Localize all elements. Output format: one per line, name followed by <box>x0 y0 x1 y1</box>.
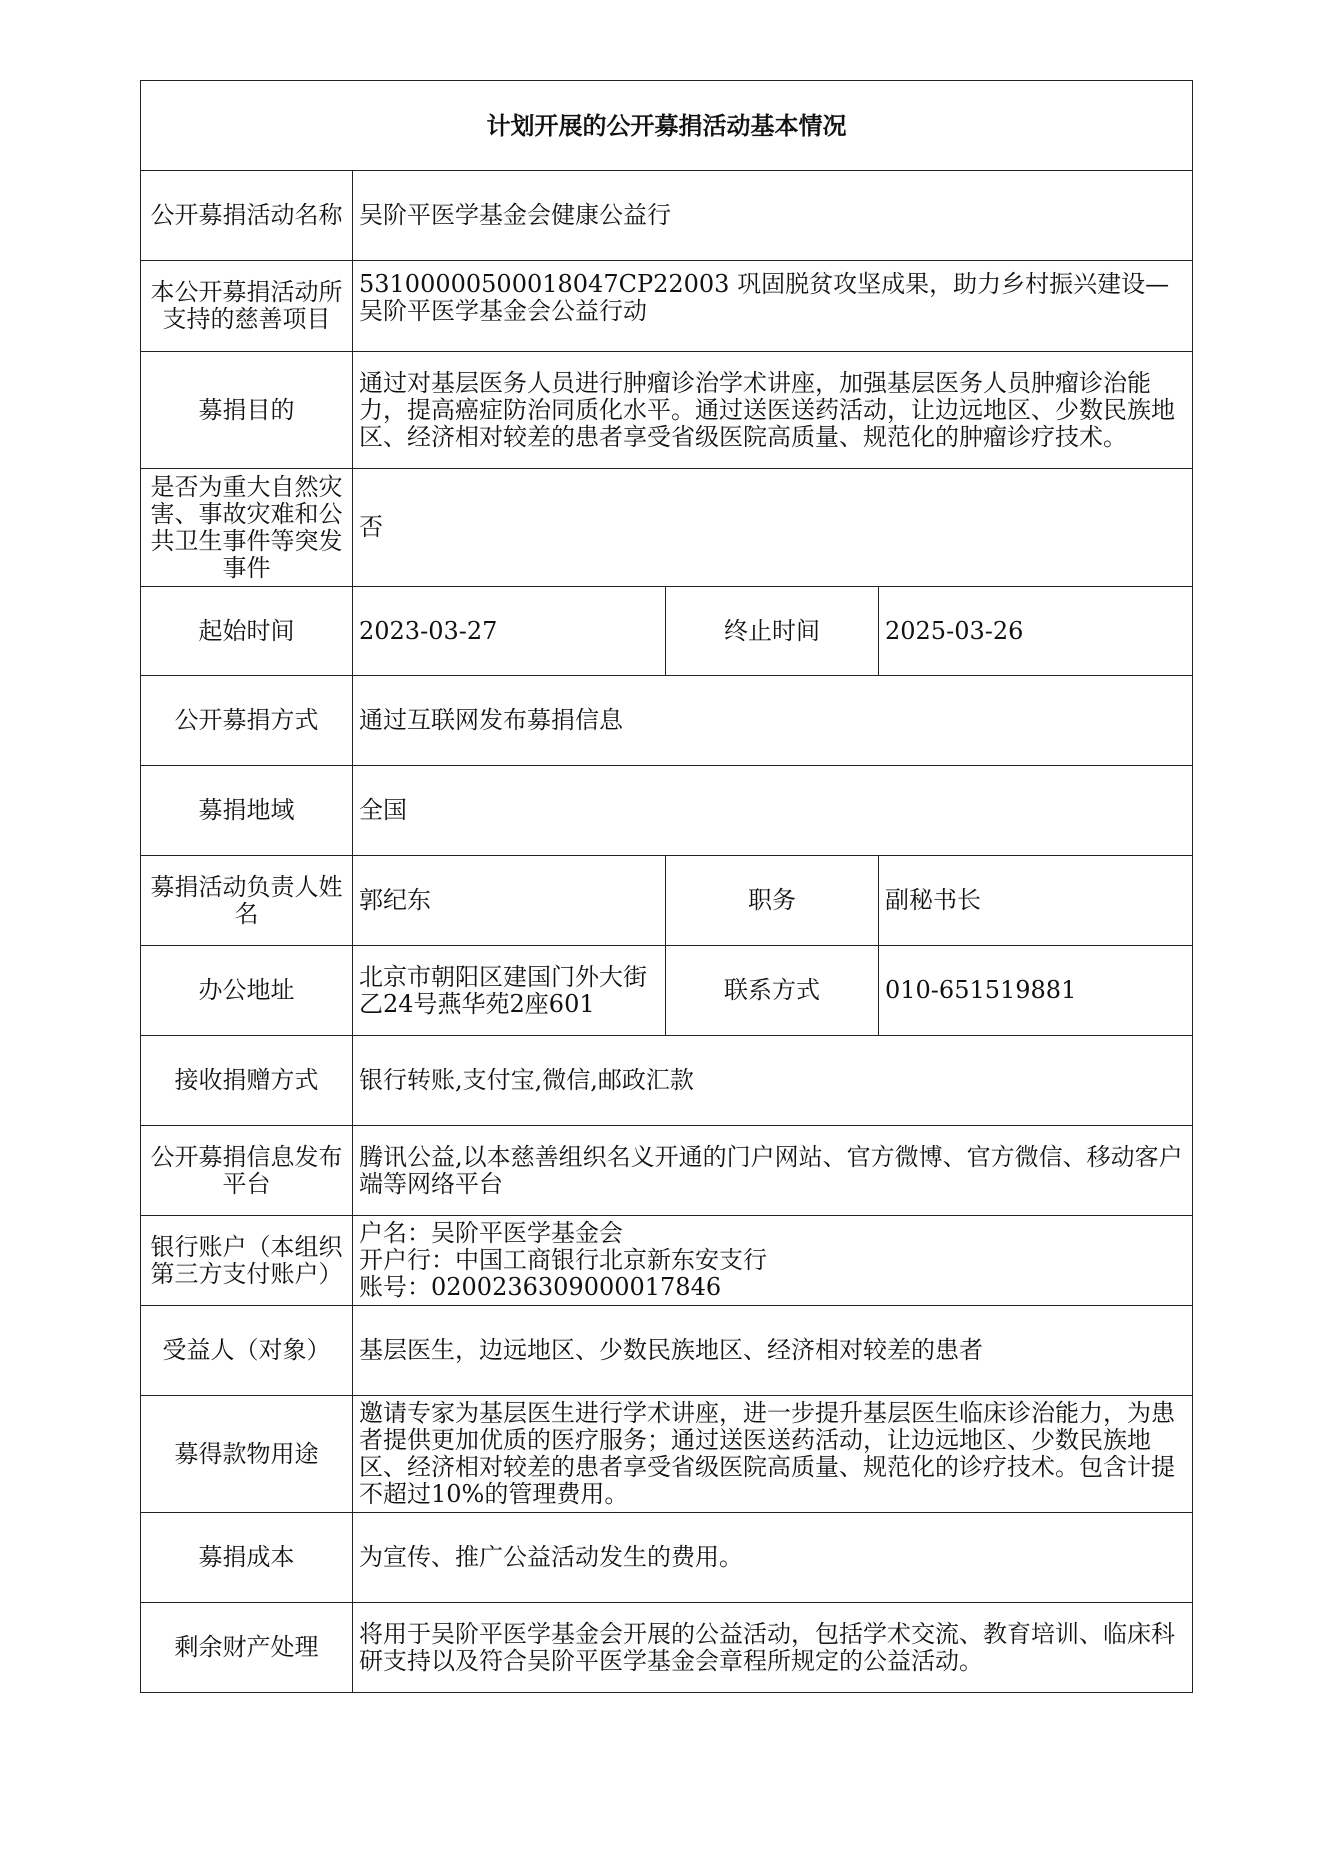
address-value: 北京市朝阳区建国门外大街乙24号燕华苑2座601 <box>353 946 666 1036</box>
bank-row <box>141 1216 1193 1306</box>
cost-value: 为宣传、推广公益活动发生的费用。 <box>353 1513 1193 1603</box>
start-time-value: 2023-03-27 <box>353 587 666 676</box>
activity-name-label: 公开募捐活动名称 <box>141 171 353 261</box>
end-time-value: 2025-03-26 <box>879 587 1193 676</box>
beneficiary-value: 基层医生，边远地区、少数民族地区、经济相对较差的患者 <box>353 1306 1193 1396</box>
beneficiary-label: 受益人（对象） <box>141 1306 353 1396</box>
purpose-row <box>141 352 1193 469</box>
position-label: 职务 <box>666 856 879 946</box>
region-value: 全国 <box>353 766 1193 856</box>
purpose-label: 募捐目的 <box>141 352 353 469</box>
charity-project-value: 53100000500018047CP22003 巩固脱贫攻坚成果，助力乡村振兴建设—吴阶平医学基金会公益行动 <box>353 261 1193 352</box>
person-row <box>141 856 1193 946</box>
receive-value: 银行转账,支付宝,微信,邮政汇款 <box>353 1036 1193 1126</box>
beneficiary-row <box>141 1306 1193 1396</box>
activity-name-row <box>141 171 1193 261</box>
usage-label: 募得款物用途 <box>141 1396 353 1513</box>
remaining-value: 将用于吴阶平医学基金会开展的公益活动，包括学术交流、教育培训、临床科研支持以及符合吴阶平医学基金会章程所规定的公益活动。 <box>353 1603 1193 1693</box>
position-value: 副秘书长 <box>879 856 1193 946</box>
platform-row <box>141 1126 1193 1216</box>
fundraising-info-table <box>140 80 1193 1693</box>
emergency-label: 是否为重大自然灾害、事故灾难和公共卫生事件等突发事件 <box>141 469 353 587</box>
receive-label: 接收捐赠方式 <box>141 1036 353 1126</box>
contact-value: 010-651519881 <box>879 946 1193 1036</box>
page-title: 计划开展的公开募捐活动基本情况 <box>141 81 1193 171</box>
method-label: 公开募捐方式 <box>141 676 353 766</box>
charity-project-label: 本公开募捐活动所支持的慈善项目 <box>141 261 353 352</box>
activity-name-value: 吴阶平医学基金会健康公益行 <box>353 171 1193 261</box>
cost-row <box>141 1513 1193 1603</box>
remaining-row <box>141 1603 1193 1693</box>
charity-project-row <box>141 261 1193 352</box>
usage-value: 邀请专家为基层医生进行学术讲座，进一步提升基层医生临床诊治能力，为患者提供更加优质的医疗服务；通过送医送药活动，让边远地区、少数民族地区、经济相对较差的患者享受省级医院高质量、规范化的诊疗技术。包含计提不超过10%的管理费用。 <box>353 1396 1193 1513</box>
usage-row <box>141 1396 1193 1513</box>
address-label: 办公地址 <box>141 946 353 1036</box>
end-time-label: 终止时间 <box>666 587 879 676</box>
platform-label: 公开募捐信息发布平台 <box>141 1126 353 1216</box>
remaining-label: 剩余财产处理 <box>141 1603 353 1693</box>
purpose-value: 通过对基层医务人员进行肿瘤诊治学术讲座，加强基层医务人员肿瘤诊治能力，提高癌症防治同质化水平。通过送医送药活动，让边远地区、少数民族地区、经济相对较差的患者享受省级医院高质量、规范化的肿瘤诊疗技术。 <box>353 352 1193 469</box>
region-label: 募捐地域 <box>141 766 353 856</box>
time-row <box>141 587 1193 676</box>
person-name-value: 郭纪东 <box>353 856 666 946</box>
method-row <box>141 676 1193 766</box>
receive-row <box>141 1036 1193 1126</box>
person-name-label: 募捐活动负责人姓名 <box>141 856 353 946</box>
emergency-value: 否 <box>353 469 1193 587</box>
region-row <box>141 766 1193 856</box>
method-value: 通过互联网发布募捐信息 <box>353 676 1193 766</box>
platform-value: 腾讯公益,以本慈善组织名义开通的门户网站、官方微博、官方微信、移动客户端等网络平台 <box>353 1126 1193 1216</box>
title-row <box>141 81 1193 171</box>
start-time-label: 起始时间 <box>141 587 353 676</box>
bank-label: 银行账户（本组织第三方支付账户） <box>141 1216 353 1306</box>
emergency-row <box>141 469 1193 587</box>
contact-label: 联系方式 <box>666 946 879 1036</box>
bank-value: 户名：吴阶平医学基金会 开户行：中国工商银行北京新东安支行 账号：0200236309000017846 <box>353 1216 1193 1306</box>
cost-label: 募捐成本 <box>141 1513 353 1603</box>
office-row <box>141 946 1193 1036</box>
